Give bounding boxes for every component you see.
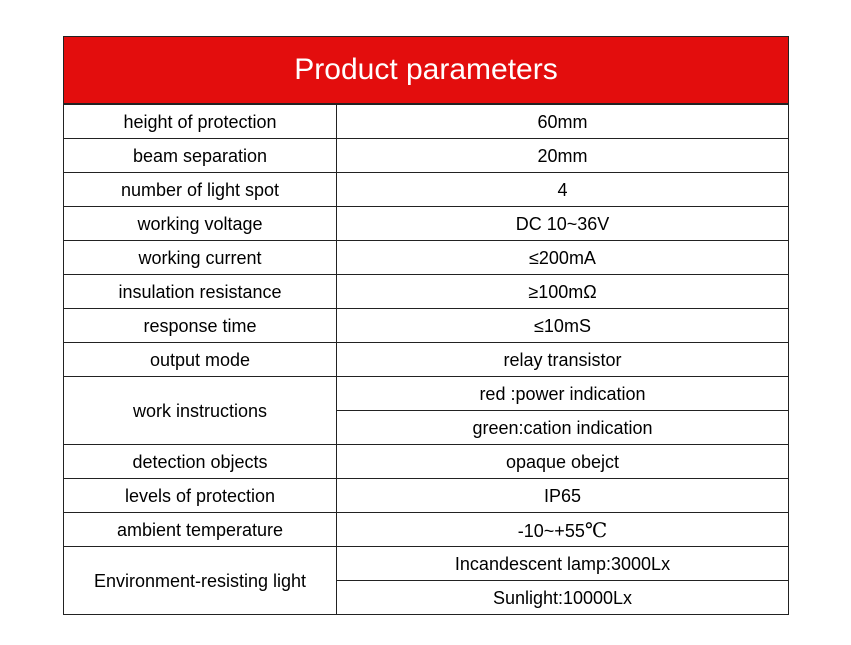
table-row bbox=[64, 139, 789, 173]
table-row bbox=[64, 275, 789, 309]
table-row bbox=[64, 173, 789, 207]
param-label: output mode bbox=[64, 343, 337, 377]
param-label: height of protection bbox=[64, 105, 337, 139]
param-value: ≤10mS bbox=[337, 309, 789, 343]
param-label: working voltage bbox=[64, 207, 337, 241]
param-label: Environment-resisting light bbox=[64, 547, 337, 615]
table-row bbox=[64, 513, 789, 547]
param-value-cell bbox=[337, 513, 789, 547]
table-row bbox=[64, 479, 789, 513]
param-label: ambient temperature bbox=[64, 513, 337, 547]
param-label: detection objects bbox=[64, 445, 337, 479]
param-value: 60mm bbox=[337, 105, 789, 139]
param-value: 4 bbox=[337, 173, 789, 207]
parameters-sheet bbox=[63, 36, 789, 615]
param-label: beam separation bbox=[64, 139, 337, 173]
param-label: working current bbox=[64, 241, 337, 275]
table-row bbox=[64, 547, 789, 581]
param-value: -10~+55 bbox=[517, 520, 585, 541]
param-value: DC 10~36V bbox=[337, 207, 789, 241]
param-value: 20mm bbox=[337, 139, 789, 173]
degree-celsius-unit: ℃ bbox=[584, 517, 608, 542]
param-label: levels of protection bbox=[64, 479, 337, 513]
table-row bbox=[64, 241, 789, 275]
param-label: work instructions bbox=[64, 377, 337, 445]
param-value: ≤200mA bbox=[337, 241, 789, 275]
param-value: ≥100mΩ bbox=[337, 275, 789, 309]
param-value: IP65 bbox=[337, 479, 789, 513]
table-row bbox=[64, 207, 789, 241]
param-label: insulation resistance bbox=[64, 275, 337, 309]
parameters-table bbox=[63, 104, 789, 615]
param-value: relay transistor bbox=[337, 343, 789, 377]
param-value: Sunlight:10000Lx bbox=[337, 581, 789, 615]
table-row bbox=[64, 445, 789, 479]
param-label: response time bbox=[64, 309, 337, 343]
table-row bbox=[64, 309, 789, 343]
table-row bbox=[64, 377, 789, 411]
param-value: green:cation indication bbox=[337, 411, 789, 445]
table-row bbox=[64, 343, 789, 377]
param-label: number of light spot bbox=[64, 173, 337, 207]
param-value: red :power indication bbox=[337, 377, 789, 411]
param-value: Incandescent lamp:3000Lx bbox=[337, 547, 789, 581]
table-row bbox=[64, 105, 789, 139]
param-value: opaque obejct bbox=[337, 445, 789, 479]
table-title: Product parameters bbox=[63, 36, 789, 104]
